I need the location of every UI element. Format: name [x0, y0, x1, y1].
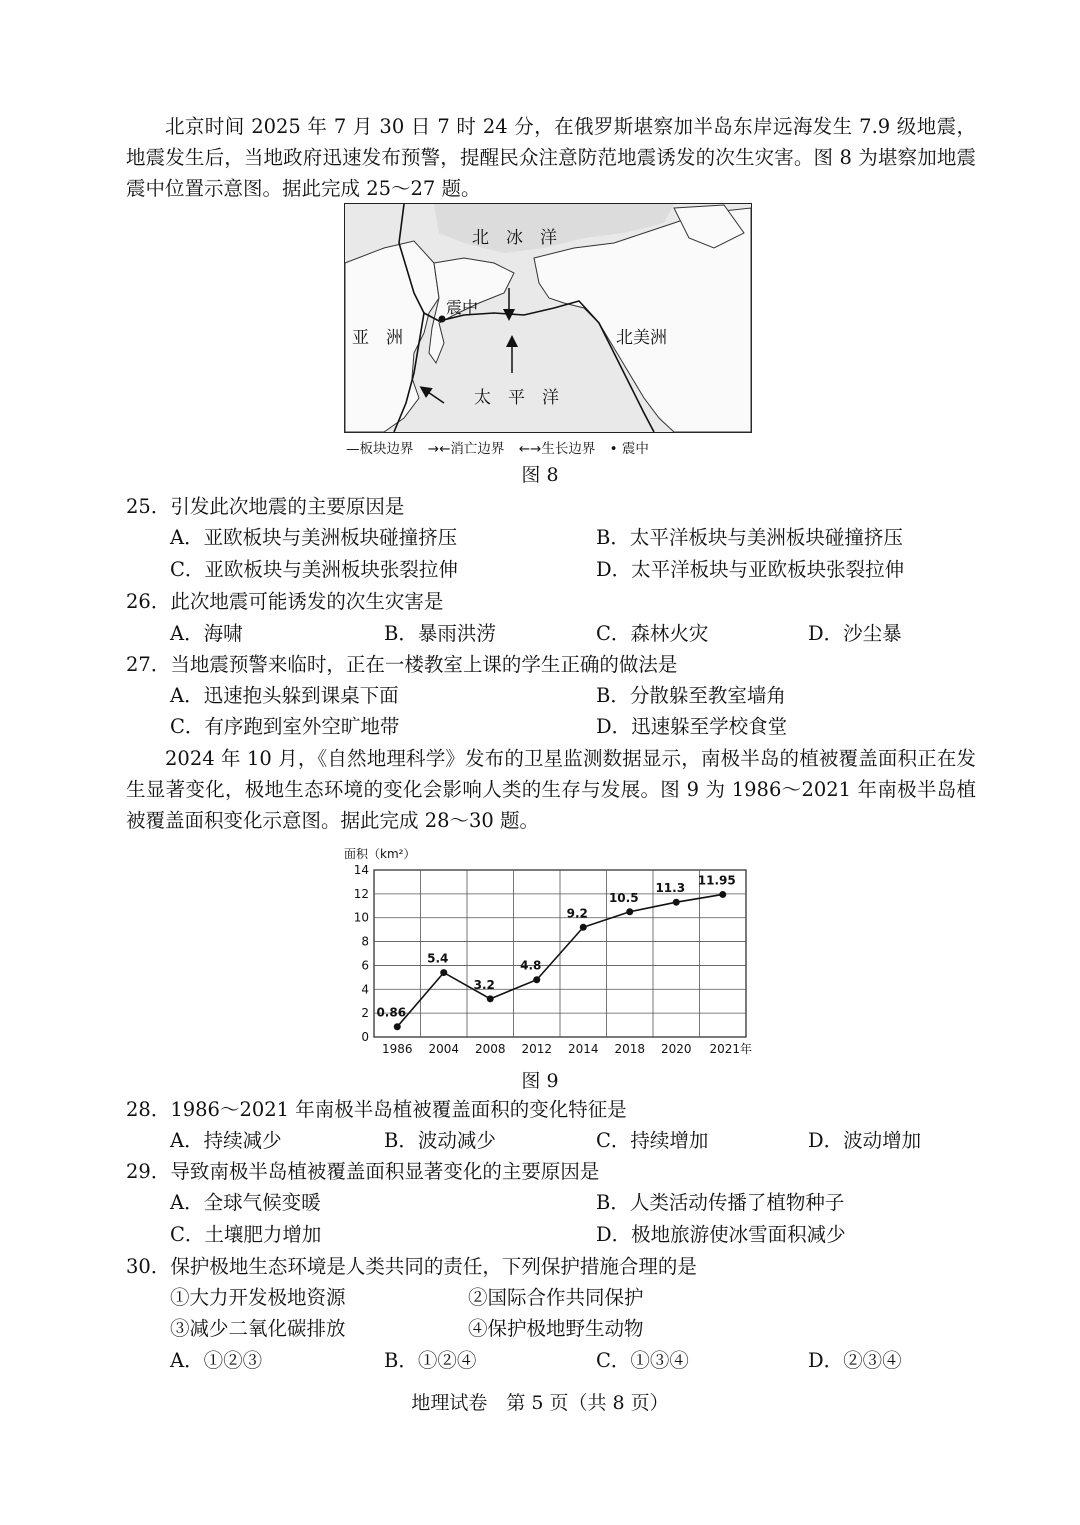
legend-plate-boundary: —板块边界: [346, 441, 414, 457]
q27-option-d: D．迅速躲至学校食堂: [596, 715, 788, 738]
data-label: 3.2: [473, 977, 495, 992]
label-pacific-ocean: 太 平 洋: [474, 388, 559, 408]
q26-option-b: B．暴雨洪涝: [384, 622, 496, 645]
legend-epicenter: • 震中: [609, 441, 649, 457]
q30-item-2: ②国际合作共同保护: [468, 1286, 644, 1309]
data-point: [394, 1023, 401, 1030]
y-tick-label: 14: [353, 863, 369, 877]
y-tick-label: 2: [361, 1006, 369, 1021]
q25-option-b: B．太平洋板块与美洲板块碰撞挤压: [596, 526, 903, 549]
q26-option-c: C．森林火灾: [596, 622, 709, 645]
label-epicenter: 震中: [446, 298, 479, 317]
q30-option-c: C．①③④: [596, 1349, 689, 1372]
y-tick-label: 10: [353, 910, 369, 925]
y-tick-label: 4: [361, 982, 369, 997]
q25-option-a: A．亚欧板块与美洲板块碰撞挤压: [170, 526, 458, 549]
q30-option-d: D．②③④: [808, 1349, 902, 1372]
y-tick-label: 12: [353, 886, 369, 901]
data-label: 9.2: [566, 906, 588, 921]
question-27: 27．当地震预警来临时，正在一楼教室上课的学生正确的做法是: [126, 653, 678, 676]
q28-option-b: B．波动减少: [384, 1129, 496, 1152]
q27-option-c: C．有序跑到室外空旷地带: [170, 715, 400, 738]
x-tick-label: 2012: [521, 1042, 553, 1056]
question-26: 26．此次地震可能诱发的次生灾害是: [126, 590, 444, 613]
x-tick-label: 2018: [614, 1042, 646, 1056]
data-point: [487, 995, 494, 1002]
q28-option-a: A．持续减少: [170, 1129, 282, 1152]
q26-option-d: D．沙尘暴: [808, 622, 902, 645]
data-point: [580, 924, 587, 931]
intro-paragraph-1: 北京时间 2025 年 7 月 30 日 7 时 24 分，在俄罗斯堪察加半岛东岸远海发生 7.9 级地震，地震发生后，当地政府迅速发布预警，提醒民众注意防范地震诱发的次生灾害。图 8 为堪察加地震震中位置示意图。据此完成 25～27 题。: [126, 115, 976, 200]
label-north-america: 北美洲: [616, 328, 667, 348]
data-point: [626, 908, 633, 915]
question-28: 28．1986～2021 年南极半岛植被覆盖面积的变化特征是: [126, 1098, 627, 1121]
data-point: [533, 976, 540, 983]
x-tick-label: 2020: [660, 1042, 692, 1056]
q28-option-c: C．持续增加: [596, 1129, 709, 1152]
q26-option-a: A．海啸: [170, 622, 243, 645]
question-30: 30．保护极地生态环境是人类共同的责任，下列保护措施合理的是: [126, 1255, 697, 1278]
q29-option-c: C．土壤肥力增加: [170, 1223, 322, 1246]
q25-option-d: D．太平洋板块与亚欧板块张裂拉伸: [596, 558, 905, 581]
epicenter-dot: [439, 316, 446, 323]
map-figure-8: [344, 203, 752, 433]
q25-option-c: C．亚欧板块与美洲板块张裂拉伸: [170, 558, 458, 581]
data-label: 10.5: [608, 890, 639, 905]
question-25: 25．引发此次地震的主要原因是: [126, 495, 405, 518]
q27-option-a: A．迅速抱头躲到课桌下面: [170, 684, 399, 707]
y-axis-label: 面积（km²）: [344, 847, 416, 861]
figure-8-caption: 图 8: [521, 464, 559, 486]
page-footer: 地理试卷 第 5 页（共 8 页）: [411, 1392, 669, 1414]
data-label: 0.86: [376, 1005, 407, 1020]
q29-option-a: A．全球气候变暖: [170, 1191, 321, 1214]
data-label: 11.95: [697, 873, 736, 888]
y-tick-label: 6: [361, 958, 369, 973]
intro-paragraph-2: 2024 年 10 月，《自然地理科学》发布的卫星监测数据显示，南极半岛的植被覆盖面积正在发生显著变化，极地生态环境的变化会影响人类的生存与发展。图 9 为 1986～2021 年南极半岛植被覆盖面积变化示意图。据此完成 28～30 题。: [126, 747, 976, 832]
x-tick-label: 2021年: [709, 1042, 753, 1056]
question-29: 29．导致南极半岛植被覆盖面积显著变化的主要原因是: [126, 1160, 600, 1183]
x-tick-label: 1986: [381, 1042, 413, 1056]
y-tick-label: 0: [361, 1030, 369, 1044]
data-point: [440, 969, 447, 976]
q30-item-1: ①大力开发极地资源: [170, 1286, 346, 1309]
legend-subduction: →←消亡边界: [427, 441, 505, 457]
label-asia: 亚 洲: [352, 328, 403, 348]
q28-option-d: D．波动增加: [808, 1129, 922, 1152]
q30-item-4: ④保护极地野生动物: [468, 1317, 644, 1340]
data-label: 5.4: [427, 951, 449, 966]
data-label: 11.3: [655, 881, 686, 896]
data-label: 4.8: [520, 958, 542, 973]
x-tick-label: 2004: [428, 1042, 460, 1056]
q29-option-b: B．人类活动传播了植物种子: [596, 1191, 845, 1214]
figure-9-caption: 图 9: [521, 1070, 559, 1092]
q27-option-b: B．分散躲至教室墙角: [596, 684, 786, 707]
map-legend: [346, 437, 756, 457]
q30-item-3: ③减少二氧化碳排放: [170, 1317, 346, 1340]
data-point: [719, 891, 726, 898]
data-point: [673, 899, 680, 906]
q29-option-d: D．极地旅游使冰雪面积减少: [596, 1223, 846, 1246]
q30-option-a: A．①②③: [170, 1349, 263, 1372]
q30-option-b: B．①②④: [384, 1349, 477, 1372]
legend-divergent: ←→生长边界: [518, 441, 596, 457]
y-tick-label: 8: [361, 934, 369, 949]
x-tick-label: 2014: [567, 1042, 599, 1056]
label-arctic-ocean: 北 冰 洋: [472, 228, 557, 248]
chart-figure-9: [336, 840, 766, 1062]
x-tick-label: 2008: [474, 1042, 506, 1056]
